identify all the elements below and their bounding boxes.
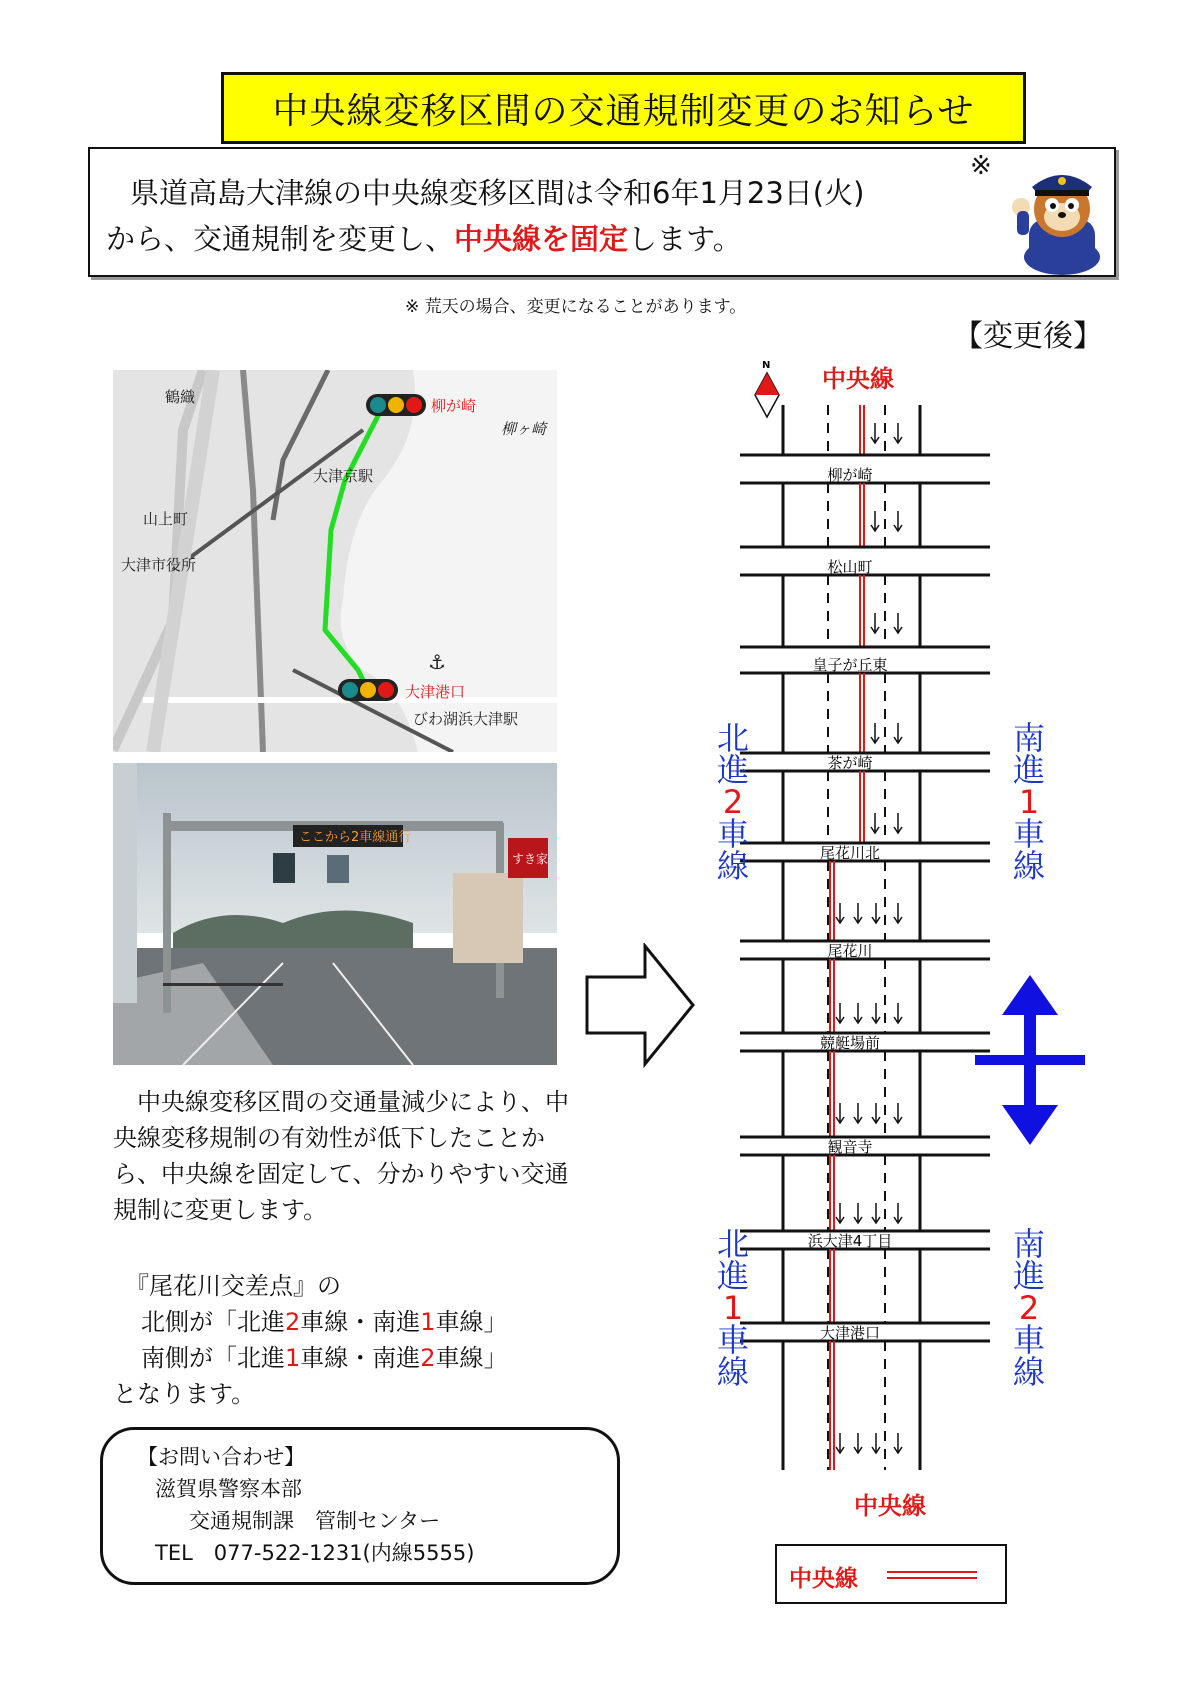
lane-arrow-icon bbox=[894, 1203, 902, 1223]
lane-arrow-icon bbox=[871, 511, 879, 531]
notice-line1: 県道高島大津線の中央線変移区間は令和6年1月23日(火) bbox=[130, 176, 865, 210]
lane-arrow-icon bbox=[854, 1203, 862, 1223]
lane-arrow-icon bbox=[854, 1433, 862, 1453]
lane-arrow-icon bbox=[836, 1433, 844, 1453]
lane-arrow-icon bbox=[854, 903, 862, 923]
lane-arrow-icon bbox=[836, 1103, 844, 1123]
bidirectional-arrow-icon bbox=[975, 975, 1085, 1145]
page-title: 中央線変移区間の交通規制変更のお知らせ bbox=[221, 72, 1026, 144]
lane-arrow-icon bbox=[871, 423, 879, 443]
lane-arrow-icon bbox=[836, 1003, 844, 1023]
anchor-icon: ⚓ bbox=[428, 650, 446, 674]
intersection-label: 観音寺 bbox=[827, 1138, 873, 1156]
notice-box bbox=[88, 147, 1116, 277]
notice-emphasis: 中央線を固定 bbox=[454, 222, 629, 256]
intersection-label: 柳が崎 bbox=[827, 466, 873, 484]
north-lower-lanes: 北 進 1 車 線 bbox=[716, 1225, 749, 1391]
route-map bbox=[113, 370, 557, 752]
rule-outro: となります。 bbox=[113, 1380, 256, 1408]
rule-south: 南側が「北進1車線・南進2車線」 bbox=[141, 1344, 508, 1372]
map-label-yanagasaki: 柳が崎 bbox=[431, 397, 477, 415]
map-label-city-hall: 大津市役所 bbox=[121, 556, 197, 574]
notice-asterisk: ※ bbox=[970, 151, 992, 181]
lane-arrow-icon bbox=[894, 511, 902, 531]
contact-tel: TEL 077-522-1231(内線5555) bbox=[155, 1541, 475, 1565]
lane-arrow-icon bbox=[894, 1103, 902, 1123]
south-lower-lanes: 南 進 2 車 線 bbox=[1012, 1225, 1045, 1391]
lane-arrow-icon bbox=[836, 1203, 844, 1223]
rule-intro: 『尾花川交差点』の bbox=[125, 1272, 341, 1300]
legend-centerline-icon bbox=[887, 1570, 977, 1580]
lane-arrow-icon bbox=[872, 1003, 880, 1023]
signal-icon-yanagasaki bbox=[366, 394, 426, 416]
north-compass-icon bbox=[755, 360, 779, 417]
south-upper-lanes: 南 進 1 車 線 bbox=[1012, 719, 1045, 885]
north-upper-lanes: 北 進 2 車 線 bbox=[716, 719, 749, 885]
footnote: ※ 荒天の場合、変更になることがあります。 bbox=[405, 297, 747, 317]
lane-arrow-icon bbox=[872, 1433, 880, 1453]
map-label-yanagasaki-area: 柳ヶ崎 bbox=[501, 420, 547, 438]
north-mark: N bbox=[762, 360, 771, 371]
intersection-label: 尾花川 bbox=[827, 942, 873, 960]
lane-arrow-icon bbox=[854, 1003, 862, 1023]
map-label-otsukoguchi: 大津港口 bbox=[405, 683, 466, 701]
map-label-otsukyo-station: 大津京駅 bbox=[313, 467, 374, 485]
notice-line2-prefix: から、交通規制を変更し、 bbox=[106, 222, 455, 256]
rule-north: 北側が「北進2車線・南進1車線」 bbox=[141, 1308, 508, 1336]
contact-dept: 交通規制課 管制センター bbox=[189, 1509, 441, 1533]
lane-arrow-icon bbox=[894, 813, 902, 833]
rule-description bbox=[113, 1268, 593, 1412]
photo-shop-sign: すき家 bbox=[512, 852, 549, 866]
lane-arrow-icon bbox=[854, 1103, 862, 1123]
lane-arrow-icon bbox=[894, 1433, 902, 1453]
lane-arrow-icon bbox=[894, 423, 902, 443]
lane-arrow-icon bbox=[872, 1203, 880, 1223]
explanation-text bbox=[113, 1084, 573, 1228]
diagram-bottom-label: 中央線 bbox=[854, 1492, 926, 1520]
explanation-paragraph: 中央線変移区間の交通量減少により、中央線変移規制の有効性が低下したことから、中央線を固定して、分かりやすい交通規制に変更します。 bbox=[113, 1088, 569, 1224]
lane-arrow-icon bbox=[872, 903, 880, 923]
police-mascot-icon bbox=[1007, 157, 1117, 277]
road-photo-graphic bbox=[113, 763, 557, 1065]
lane-arrow-icon bbox=[894, 723, 902, 743]
right-arrow-icon bbox=[585, 943, 695, 1068]
lane-arrow-icon bbox=[894, 613, 902, 633]
intersection-label: 尾花川北 bbox=[819, 844, 881, 862]
intersection-label: 競艇場前 bbox=[819, 1034, 881, 1052]
lane-arrow-icon bbox=[894, 903, 902, 923]
map-label-sanjo: 山上町 bbox=[143, 510, 189, 528]
diagram-top-label: 中央線 bbox=[822, 365, 894, 393]
lane-arrow-icon bbox=[871, 813, 879, 833]
intersection-label: 茶が崎 bbox=[827, 754, 873, 772]
intersection-label: 浜大津4丁目 bbox=[807, 1232, 893, 1250]
legend-box bbox=[775, 1544, 1007, 1604]
photo-sign-text: ここから2車線通行 bbox=[299, 830, 412, 845]
signal-icon-otsukoguchi bbox=[338, 679, 398, 701]
lane-arrow-icon bbox=[871, 613, 879, 633]
intersection-label: 松山町 bbox=[827, 558, 873, 576]
map-label-tsuru: 鶴織 bbox=[165, 388, 196, 406]
road-photo bbox=[113, 763, 557, 1065]
intersection-label: 大津港口 bbox=[819, 1324, 881, 1342]
lane-arrow-icon bbox=[836, 903, 844, 923]
lane-arrow-icon bbox=[871, 723, 879, 743]
contact-org: 滋賀県警察本部 bbox=[155, 1477, 302, 1501]
map-label-hamaotsu-station: びわ湖浜大津駅 bbox=[413, 710, 519, 728]
lane-arrow-icon bbox=[872, 1103, 880, 1123]
intersection-label: 皇子が丘東 bbox=[812, 656, 888, 674]
legend-label: 中央線 bbox=[789, 1566, 858, 1592]
notice-line2-suffix: します。 bbox=[628, 222, 742, 256]
contact-heading: 【お問い合わせ】 bbox=[137, 1445, 305, 1469]
lane-arrow-icon bbox=[894, 1003, 902, 1023]
after-change-label: 【変更後】 bbox=[953, 319, 1103, 354]
road-diagram bbox=[740, 355, 1002, 1525]
contact-box bbox=[100, 1427, 620, 1585]
notice-line2 bbox=[106, 217, 742, 258]
